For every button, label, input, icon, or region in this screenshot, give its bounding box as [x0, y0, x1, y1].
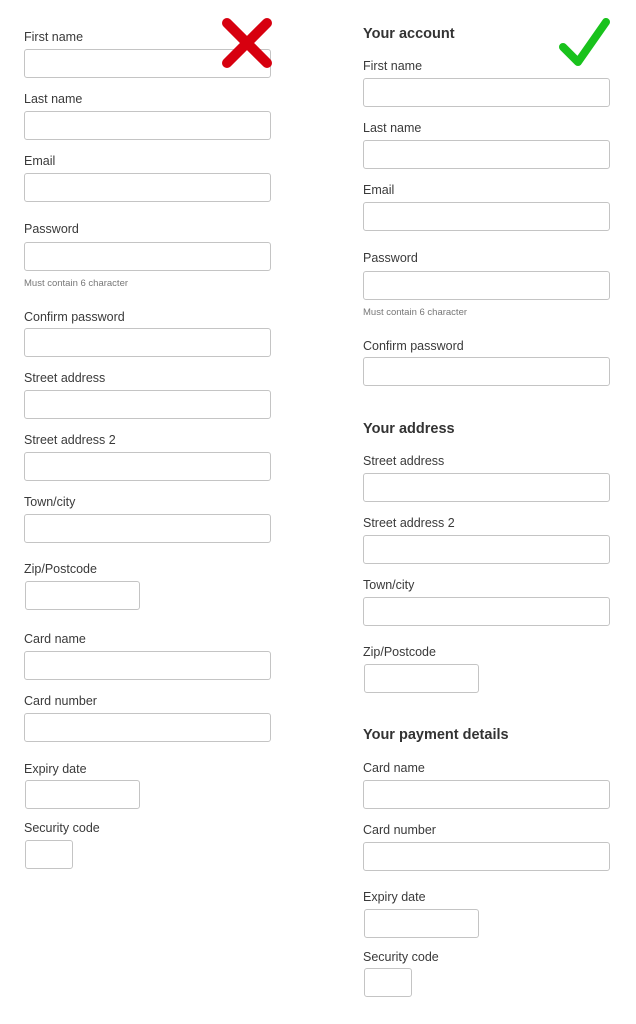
first-name-input[interactable]: [363, 78, 610, 107]
last-name-label: Last name: [24, 92, 83, 106]
town-city-label: Town/city: [363, 578, 415, 592]
card-name-label: Card name: [363, 761, 425, 775]
security-code-label: Security code: [24, 821, 100, 835]
zip-postcode-input[interactable]: [364, 664, 479, 693]
card-name-input[interactable]: [363, 780, 610, 809]
payment-section-heading: Your payment details: [363, 727, 509, 743]
confirm-password-label: Confirm password: [24, 310, 125, 324]
last-name-label: Last name: [363, 121, 422, 135]
password-hint: Must contain 6 character: [24, 278, 129, 289]
expiry-date-label: Expiry date: [363, 890, 426, 904]
card-number-input[interactable]: [363, 842, 610, 871]
password-label: Password: [24, 222, 79, 236]
password-input[interactable]: [24, 242, 271, 271]
town-city-input[interactable]: [24, 514, 271, 543]
street-address-2-input[interactable]: [24, 452, 271, 481]
password-input[interactable]: [363, 271, 610, 300]
street-address-input[interactable]: [363, 473, 610, 502]
close-icon: [218, 14, 276, 72]
street-address-label: Street address: [363, 454, 445, 468]
zip-postcode-label: Zip/Postcode: [24, 562, 97, 576]
email-input[interactable]: [363, 202, 610, 231]
street-address-2-label: Street address 2: [363, 516, 455, 530]
card-number-input[interactable]: [24, 713, 271, 742]
email-label: Email: [363, 183, 395, 197]
zip-postcode-input[interactable]: [25, 581, 140, 610]
expiry-date-label: Expiry date: [24, 762, 87, 776]
security-code-input[interactable]: [25, 840, 73, 869]
password-label: Password: [363, 251, 418, 265]
expiry-date-input[interactable]: [364, 909, 479, 938]
card-number-label: Card number: [363, 823, 436, 837]
street-address-2-input[interactable]: [363, 535, 610, 564]
street-address-label: Street address: [24, 371, 106, 385]
last-name-input[interactable]: [24, 111, 271, 140]
email-input[interactable]: [24, 173, 271, 202]
email-label: Email: [24, 154, 56, 168]
password-hint: Must contain 6 character: [363, 307, 468, 318]
first-name-label: First name: [363, 59, 423, 73]
expiry-date-input[interactable]: [25, 780, 140, 809]
check-icon: [556, 14, 612, 70]
town-city-label: Town/city: [24, 495, 76, 509]
card-name-input[interactable]: [24, 651, 271, 680]
zip-postcode-label: Zip/Postcode: [363, 645, 436, 659]
account-section-heading: Your account: [363, 26, 455, 42]
card-name-label: Card name: [24, 632, 86, 646]
confirm-password-input[interactable]: [24, 328, 271, 357]
address-section-heading: Your address: [363, 421, 455, 437]
card-number-label: Card number: [24, 694, 97, 708]
security-code-input[interactable]: [364, 968, 412, 997]
street-address-2-label: Street address 2: [24, 433, 116, 447]
first-name-label: First name: [24, 30, 84, 44]
last-name-input[interactable]: [363, 140, 610, 169]
town-city-input[interactable]: [363, 597, 610, 626]
security-code-label: Security code: [363, 950, 439, 964]
confirm-password-label: Confirm password: [363, 339, 464, 353]
street-address-input[interactable]: [24, 390, 271, 419]
confirm-password-input[interactable]: [363, 357, 610, 386]
